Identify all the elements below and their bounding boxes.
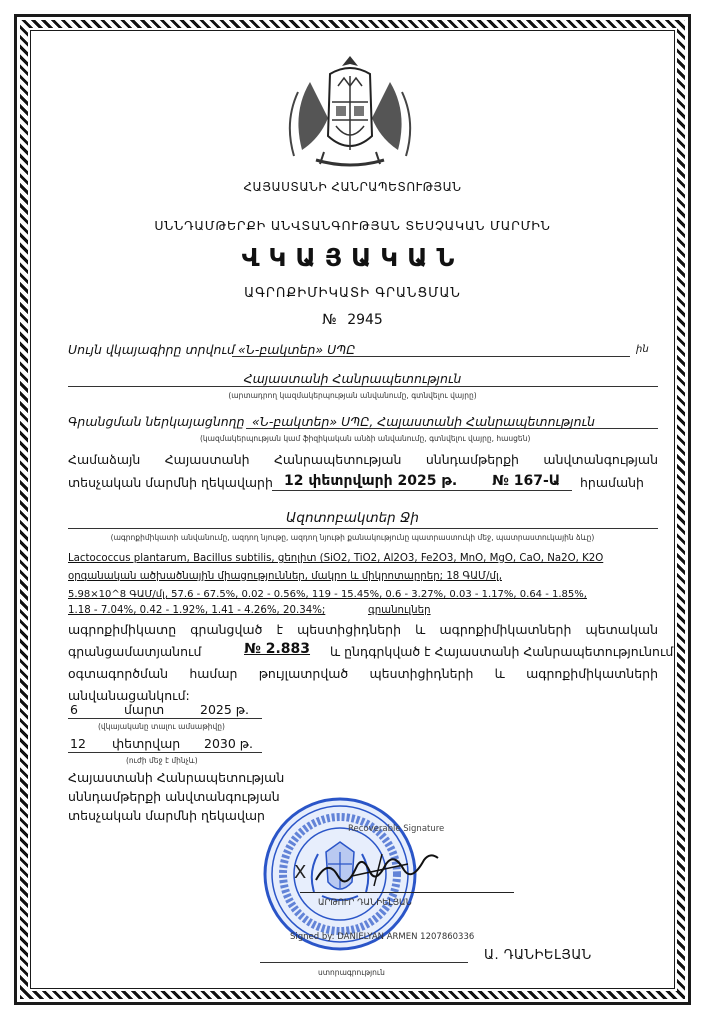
registration-line-2-end: և ընդգրկված է Հայաստանի Հանրապետությունում <box>330 644 674 659</box>
issue-month: մարտ <box>124 702 165 717</box>
product-caption: (ագրոքիմիկատի անվանումը, ազդող նյութը, ազդող նյութի քանակությունը պատրաստուկի մեջ, պատրաստուկային ձևը) <box>110 533 595 542</box>
document-subtitle: ԱԳՐՈՔԻՄԻԿԱՏԻ ԳՐԱՆՑՄԱՆ <box>244 286 461 301</box>
republic-heading: ՀԱՅԱՍՏԱՆԻ ՀԱՆՐԱՊԵՏՈՒԹՅԱՆ <box>243 180 462 194</box>
order-date: 12 փետրվարի 2025 թ. <box>284 473 458 489</box>
product-form: գրանուլներ <box>368 605 431 616</box>
signature-line <box>300 892 514 893</box>
valid-date-caption: (ուժի մեջ է մինչև) <box>126 756 198 765</box>
signatory-name: Ա. ԴԱՆԻԵԼՅԱՆ <box>484 948 592 963</box>
issue-date-caption: (վկայականը տալու ամսաթիվը) <box>98 722 225 731</box>
valid-month: փետրվար <box>112 736 181 751</box>
handwritten-signature <box>312 846 442 890</box>
number-sign: № <box>322 312 337 328</box>
document-title: ՎԿԱՅԱԿԱՆ <box>241 243 464 272</box>
applicant-value: «Ն-բակտեր» ՍՊԸ, Հայաստանի Հանրապետություն <box>252 414 595 429</box>
applicant-label: Գրանցման ներկայացնողը <box>68 414 245 429</box>
issued-to-caption: (արտադրող կազմակերպության անվանումը, գտնվելու վայրը) <box>228 391 477 400</box>
issue-date-underline <box>68 718 262 719</box>
issue-day: 6 <box>70 702 78 717</box>
registration-line-4: անվանացանկում: <box>68 688 190 703</box>
basis-underline <box>272 490 572 491</box>
product-line-1: Lactococcus plantarum, Bacillus subtilis, ցեոլիտ (SiO2, TiO2, Al2O3, Fe2O3, MnO, MgO, CaO, Na2O, K2O <box>68 553 604 564</box>
valid-year: 2030 թ. <box>204 736 253 751</box>
valid-day: 12 <box>70 736 86 751</box>
coat-of-arms-emblem <box>280 52 420 174</box>
valid-date-underline <box>68 752 262 753</box>
product-line-4: 1.18 - 7.04%, 0.42 - 1.92%, 1.41 - 4.26%, 20.34%; <box>68 605 326 616</box>
product-line-2: օրգանական ածխածնային միացություններ, մակրո և միկրոտարրեր; 18 ԳԱՄ/մլ, <box>68 571 502 582</box>
basis-line-2-start: տեսչական մարմնի ղեկավարի <box>68 475 273 490</box>
issued-to-country: Հայաստանի Հանրապետություն <box>243 371 462 386</box>
signatory-line-3: տեսչական մարմնի ղեկավար <box>68 808 265 823</box>
signed-by-text: Signed by: DANIELYAN ARMEN 1207860336 <box>290 932 475 942</box>
basis-line-2-end: հրամանի <box>580 475 644 490</box>
agency-heading: ՍՆՆԴԱՄԹԵՐՔԻ ԱՆՎՏԱՆԳՈՒԹՅԱՆ ՏԵՍՉԱԿԱՆ ՄԱՐՄԻՆ <box>154 218 551 233</box>
issued-to-prefix: Սույն վկայագիրը տրվում <box>68 342 235 357</box>
basis-line-1: Համաձայն Հայաստանի Հանրապետության սննդամթերքի անվտանգության <box>68 452 658 467</box>
issued-to-company: «Ն-բակտեր» ՍՊԸ <box>238 342 356 357</box>
product-name: Ազոտոբակտեր Ջի <box>286 510 419 526</box>
certificate-number <box>0 312 705 328</box>
issued-to-suffix: ին <box>636 344 649 355</box>
number-value: 2945 <box>347 312 383 328</box>
recoverable-signature-label: Recoverable Signature <box>348 824 445 834</box>
product-underline <box>68 528 658 529</box>
registration-line-2-start: գրանցամատյանում <box>68 644 202 659</box>
signature-caption: ստորագրություն <box>318 968 385 977</box>
name-underline <box>260 962 468 963</box>
order-number: № 167-Ա <box>492 473 561 489</box>
country-underline <box>68 386 658 387</box>
signature-x-mark: X <box>294 862 307 883</box>
applicant-caption: (կազմակերպության կամ ֆիզիկական անձի անվանումը, գտնվելու վայրը, հասցեն) <box>200 434 531 443</box>
registration-line-3: օգտագործման համար թույլատրված պեստիցիդների և ագրոքիմիկատների <box>68 666 658 681</box>
under-signature-name: ԱՐԹՈՒՐ ԴԱՆԻԵԼՅԱՆ <box>318 898 412 908</box>
signatory-line-1: Հայաստանի Հանրապետության <box>68 770 285 785</box>
product-line-3: 5.98×10^8 ԳԱՄ/մլ, 57.6 - 67.5%, 0.02 - 0.56%, 119 - 15.45%, 0.6 - 3.27%, 0.03 - 1.17%, 0.64 - 1.85%, <box>68 589 587 600</box>
signatory-line-2: սննդամթերքի անվտանգության <box>68 789 280 804</box>
registry-number: № 2.883 <box>244 641 311 657</box>
registration-line-1: ագրոքիմիկատը գրանցված է պեստիցիդների և ագրոքիմիկատների պետական <box>68 622 658 637</box>
issue-year: 2025 թ. <box>200 702 249 717</box>
